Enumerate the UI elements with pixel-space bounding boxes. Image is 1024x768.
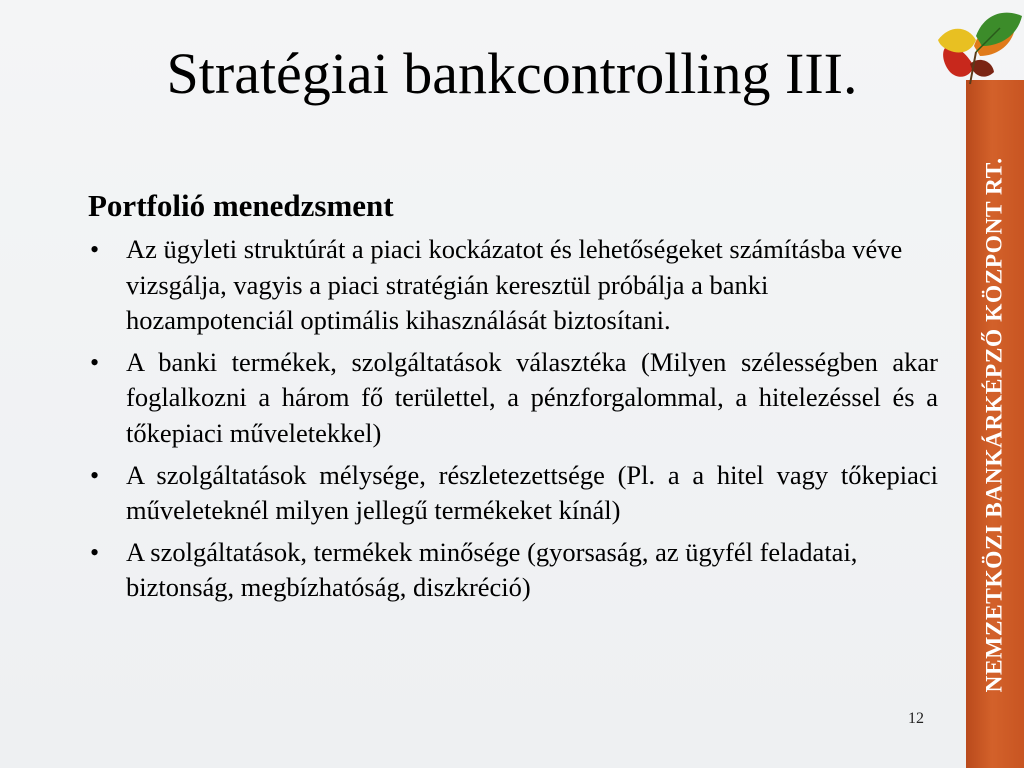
bullet-item: • A szolgáltatások, termékek minősége (gyorsaság, az ügyfél feladatai, biztonság, megbízhatóság, diszkréció) (88, 535, 938, 606)
bullet-item: • Az ügyleti struktúrát a piaci kockázatot és lehetőségeket számításba véve vizsgálja, vagyis a piaci stratégián keresztül próbálja a banki hozampotenciál optimális kihasználását biztosítani. (88, 232, 938, 339)
bullet-list (88, 232, 938, 606)
sidebar-label: NEMZETKÖZI BANKÁRKÉPZŐ KÖZPONT RT. (981, 157, 1008, 693)
section-heading: Portfolió menedzsment (88, 188, 394, 223)
slide-title: Stratégiai bankcontrolling III. (166, 41, 858, 106)
page-number: 12 (908, 710, 924, 727)
bullet-item: • A szolgáltatások mélysége, részletezettsége (Pl. a a hitel vagy tőkepiaci műveleteknél milyen jellegű termékeket kínál) (88, 458, 938, 529)
slide-content (88, 186, 938, 612)
bullet-item: • A banki termékek, szolgáltatások választéka (Milyen szélességben akar foglalkozni a három fő területtel, a pénzforgalommal, a hitelezéssel és a tőkepiaci műveletekkel) (88, 345, 938, 452)
leaves-logo-icon (930, 6, 1024, 92)
